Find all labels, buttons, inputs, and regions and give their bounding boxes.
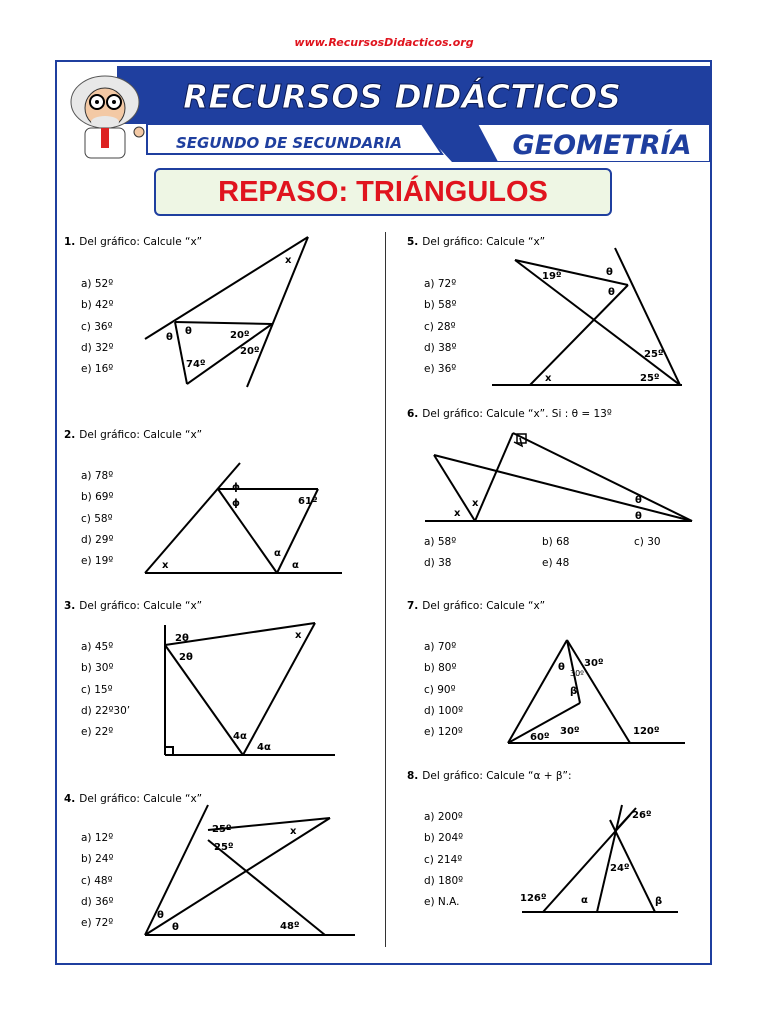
problem-5-figure — [490, 245, 690, 395]
option[interactable]: c) 58º — [81, 512, 113, 525]
option[interactable]: a) 45º — [81, 641, 114, 653]
problem-2-prompt: 2. Del gráfico: Calcule “x” — [64, 429, 203, 441]
option[interactable]: d) 32º — [81, 341, 114, 354]
svg-text:60º: 60º — [530, 732, 550, 743]
option[interactable]: c) 15º — [81, 683, 113, 696]
svg-text:48º: 48º — [280, 921, 300, 932]
option[interactable]: a) 72º — [424, 278, 457, 290]
svg-text:25º: 25º — [640, 373, 660, 384]
problem-8-figure — [510, 800, 690, 920]
svg-text:β: β — [570, 686, 578, 697]
problem-2-figure — [140, 460, 350, 580]
column-divider — [385, 232, 386, 947]
problem-1-options — [81, 274, 113, 380]
svg-text:x: x — [162, 560, 169, 571]
svg-text:19º: 19º — [542, 271, 562, 282]
svg-text:26º: 26º — [632, 810, 652, 821]
svg-text:x: x — [545, 373, 552, 384]
svg-text:θ: θ — [635, 511, 642, 522]
svg-text:x: x — [472, 498, 479, 509]
option[interactable]: a) 70º — [424, 641, 457, 653]
svg-text:25º: 25º — [212, 824, 232, 835]
svg-text:x: x — [290, 826, 297, 837]
svg-text:θ: θ — [166, 332, 173, 343]
option[interactable]: a) 78º — [81, 470, 114, 482]
svg-text:θ: θ — [172, 922, 179, 933]
problem-1-figure — [140, 232, 320, 392]
svg-text:α: α — [581, 895, 588, 906]
svg-text:2θ: 2θ — [179, 652, 193, 663]
option[interactable]: d) 180º — [424, 874, 464, 887]
option[interactable]: a) 12º — [81, 832, 114, 844]
problem-4-prompt: 4. Del gráfico: Calcule “x” — [64, 793, 203, 805]
svg-text:θ: θ — [606, 267, 613, 278]
svg-text:120º: 120º — [633, 726, 660, 737]
svg-text:θ: θ — [157, 910, 164, 921]
option[interactable]: b) 58º — [424, 299, 457, 312]
problem-4-options — [81, 828, 113, 934]
problem-8-prompt: 8. Del gráfico: Calcule “α + β”: — [407, 770, 572, 782]
problem-5-prompt: 5. Del gráfico: Calcule “x” — [407, 236, 546, 248]
problem-7-prompt: 7. Del gráfico: Calcule “x” — [407, 600, 546, 612]
svg-text:25º: 25º — [644, 349, 664, 360]
option[interactable]: c) 28º — [424, 320, 456, 333]
svg-text:20º: 20º — [240, 346, 260, 357]
option[interactable]: b) 68 — [542, 536, 570, 548]
option[interactable]: b) 69º — [81, 491, 114, 504]
website-url: www.RecursosDidacticos.org — [294, 36, 474, 49]
svg-text:20º: 20º — [230, 330, 250, 341]
svg-text:θ: θ — [185, 326, 192, 337]
option[interactable]: d) 100º — [424, 704, 464, 717]
svg-text:30º: 30º — [560, 726, 580, 737]
option[interactable]: a) 52º — [81, 278, 114, 290]
problem-3-options — [81, 637, 130, 743]
subject-label: GEOMETRÍA — [512, 130, 692, 161]
problem-6-options — [424, 532, 684, 575]
problem-7-options — [424, 637, 463, 743]
option[interactable]: d) 36º — [81, 895, 114, 908]
option[interactable]: e) 16º — [81, 363, 114, 376]
svg-text:ϕ: ϕ — [232, 482, 240, 493]
problem-4-figure — [140, 800, 360, 940]
option[interactable]: b) 42º — [81, 299, 114, 312]
option[interactable]: e) 19º — [81, 555, 114, 568]
svg-text:θ: θ — [558, 662, 565, 673]
svg-text:α: α — [274, 548, 281, 559]
svg-text:4α: 4α — [257, 742, 271, 753]
option[interactable]: d) 29º — [81, 533, 114, 546]
brand-title: RECURSOS DIDÁCTICOS — [182, 77, 622, 116]
svg-text:126º: 126º — [520, 893, 547, 904]
svg-text:74º: 74º — [186, 359, 206, 370]
svg-text:4α: 4α — [233, 731, 247, 742]
problem-3-figure — [155, 620, 355, 760]
svg-text:30º: 30º — [570, 669, 584, 678]
svg-text:2θ: 2θ — [175, 633, 189, 644]
option[interactable]: c) 36º — [81, 320, 113, 333]
option[interactable]: e) 120º — [424, 726, 463, 739]
option[interactable]: e) 48 — [542, 557, 570, 570]
problem-6-figure — [420, 430, 700, 530]
option[interactable]: e) 36º — [424, 363, 457, 376]
option[interactable]: c) 30 — [634, 536, 661, 548]
svg-text:x: x — [454, 508, 461, 519]
svg-text:x: x — [295, 630, 302, 641]
svg-text:30º: 30º — [584, 658, 604, 669]
option[interactable]: e) N.A. — [424, 896, 460, 909]
svg-text:β: β — [655, 896, 663, 907]
svg-text:ϕ: ϕ — [232, 498, 240, 509]
option[interactable]: d) 38 — [424, 557, 452, 570]
problem-2-options — [81, 466, 113, 572]
svg-text:25º: 25º — [214, 842, 234, 853]
problem-3-prompt: 3. Del gráfico: Calcule “x” — [64, 600, 203, 612]
worksheet-title: REPASO: TRIÁNGULOS — [154, 168, 612, 216]
problem-6-prompt: 6. Del gráfico: Calcule “x”. Si : θ = 13º — [407, 408, 612, 420]
svg-text:θ: θ — [608, 287, 615, 298]
problem-5-options — [424, 274, 456, 380]
option[interactable]: d) 38º — [424, 341, 457, 354]
option[interactable]: b) 204º — [424, 832, 464, 845]
option[interactable]: b) 30º — [81, 662, 114, 675]
svg-text:x: x — [285, 255, 292, 266]
option[interactable]: c) 48º — [81, 874, 113, 887]
option[interactable]: e) 72º — [81, 917, 114, 930]
option[interactable]: c) 90º — [424, 683, 456, 696]
option[interactable]: a) 200º — [424, 811, 463, 823]
option[interactable]: e) 22º — [81, 726, 114, 739]
option[interactable]: c) 214º — [424, 853, 463, 866]
problem-8-options — [424, 807, 463, 913]
level-label: SEGUNDO DE SECUNDARIA — [175, 134, 403, 152]
svg-text:θ: θ — [635, 495, 642, 506]
option[interactable]: a) 58º — [424, 536, 457, 548]
problem-7-figure — [500, 630, 700, 750]
option[interactable]: b) 24º — [81, 853, 114, 866]
svg-text:α: α — [292, 560, 299, 571]
problem-1-prompt: 1. Del gráfico: Calcule “x” — [64, 236, 203, 248]
option[interactable]: d) 22º30’ — [81, 704, 131, 717]
option[interactable]: b) 80º — [424, 662, 457, 675]
svg-text:61º: 61º — [298, 496, 318, 507]
svg-text:24º: 24º — [610, 863, 630, 874]
